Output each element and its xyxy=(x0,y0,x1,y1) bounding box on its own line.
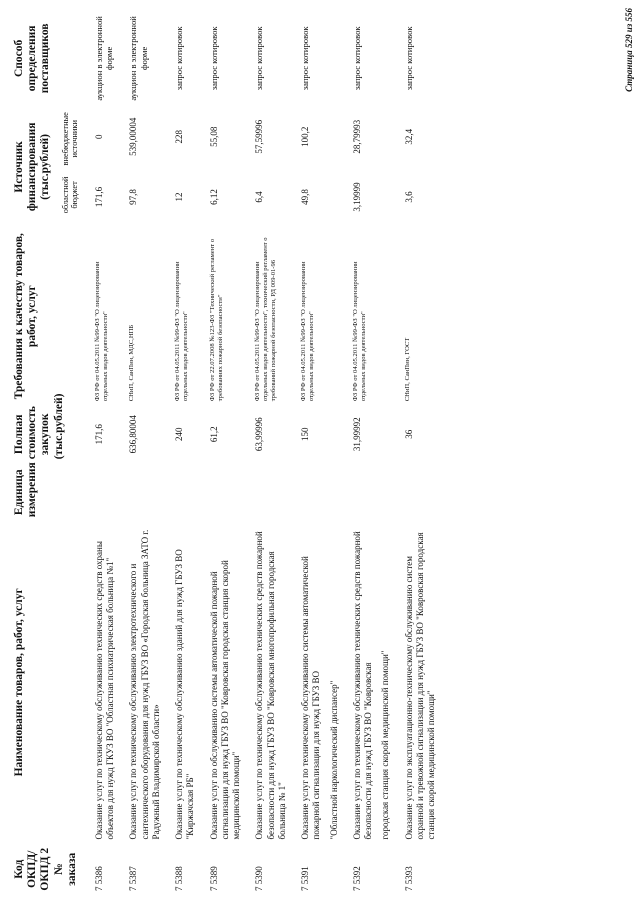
table-row xyxy=(248,10,294,895)
row-method: запрос котировок xyxy=(174,26,185,91)
row-unit xyxy=(398,463,444,521)
table-row xyxy=(168,10,203,895)
row-extra-budget: 32,4 xyxy=(403,128,414,145)
row-cost: 150 xyxy=(300,427,311,442)
row-method: запрос котировок xyxy=(403,26,414,91)
row-regional-budget: 12 xyxy=(174,192,185,202)
row-requirements: ФЗ РФ от 04.05.2011 №99-ФЗ "О лицензировании отдельных видов деятельности" xyxy=(300,261,316,402)
page-number: Страница 529 из 556 xyxy=(624,8,634,92)
row-cost: 636,80004 xyxy=(128,415,139,454)
row-regional-budget: 3,6 xyxy=(403,191,414,203)
row-name: Оказание услуг по техническому обслуживанию зданий для нужд ГБУЗ ВО "Киржачская РБ" xyxy=(174,549,196,840)
table-row xyxy=(88,10,123,895)
row-extra-budget: 539,00004 xyxy=(128,117,139,156)
row-code: 7 5387 xyxy=(128,866,139,891)
row-code: 7 5390 xyxy=(254,866,265,891)
row-method: аукцион в электронной форме xyxy=(93,16,115,101)
row-requirements: ФЗ РФ от 22.07.2008 №123-ФЗ "Технический регламент о требованиях пожарной безопасности" xyxy=(208,238,224,402)
col-name-header: Наименование товаров, работ, услуг xyxy=(13,588,25,777)
row-code: 7 5388 xyxy=(174,866,185,891)
row-code: 7 5389 xyxy=(208,866,219,891)
procurement-table xyxy=(10,10,443,895)
row-name-continuation: городская станция скорой медицинской помощи" xyxy=(380,650,391,840)
row-name: Оказание услуг по техническому обслуживанию электротехнического и сантехнического оборудования для нужд ГБУЗ ВО «Городская больница ЗАТО г. Радужный Владимирской области» xyxy=(128,529,161,840)
row-regional-budget: 6,12 xyxy=(208,189,219,205)
row-requirements: ФЗ РФ от 04.05.2011 №99-ФЗ "О лицензировании отдельных видов деятельности", технический регламент о требований пожарной безопасности, РД 009-01-96 xyxy=(254,237,278,402)
row-cost: 61,2 xyxy=(208,426,219,443)
col-financing-header xyxy=(10,107,88,227)
row-regional-budget: 6,4 xyxy=(254,191,265,203)
table-row xyxy=(398,10,444,895)
financing-title: Источник финансирования (тыс.рублей) xyxy=(13,122,52,212)
row-cost: 171,6 xyxy=(93,424,104,445)
row-extra-budget: 0 xyxy=(93,134,104,140)
row-name: Оказание услуг по техническому обслуживанию технических средств охраны объектов для нужд ГКУЗ ВО "Областная психиатрическая больница №1" xyxy=(93,541,116,840)
row-extra-budget: 57,59996 xyxy=(254,119,265,154)
financing-regional-header: областной бюджет xyxy=(60,176,80,214)
row-extra-budget: 28,79993 xyxy=(351,119,362,154)
row-regional-budget: 97,8 xyxy=(128,189,139,205)
col-requirements-header: Требования к качеству товаров, работ, услуг xyxy=(13,233,39,400)
row-name: Оказание услуг по эксплуатационно-техническому обслуживанию систем охранной и тревожной сигнализации для нужд ГБУЗ ВО "Ковровская городская станция скорой медицинской помощи" xyxy=(403,532,437,840)
row-code: 7 5386 xyxy=(93,866,104,891)
row-unit xyxy=(248,463,294,521)
row-extra-budget: 228 xyxy=(174,130,185,144)
row-name: Оказание услуг по обслуживанию системы автоматической пожарной сигнализации для нужд ГБУЗ ВО "Ковровская городская станция скорой медицинской помощи" xyxy=(208,560,242,840)
row-requirements: ФЗ РФ от 04.05.2011 №99-ФЗ "О лицензировании отдельных видов деятельности" xyxy=(351,261,367,402)
row-cost: 240 xyxy=(174,427,185,442)
row-regional-budget: 171,6 xyxy=(93,186,104,208)
row-method: запрос котировок xyxy=(208,26,219,91)
row-cost: 31,99992 xyxy=(351,417,362,452)
table-row xyxy=(203,10,249,895)
row-extra-budget: 55,08 xyxy=(208,126,219,147)
row-regional-budget: 49,8 xyxy=(300,189,311,205)
row-name xyxy=(346,521,398,843)
row-method: запрос котировок xyxy=(351,26,362,91)
row-code: 7 5392 xyxy=(351,866,362,891)
row-name-text: Оказание услуг по техническому обслуживанию системы автоматической пожарной сигнализации для нужд ГБУЗ ВО xyxy=(300,556,322,840)
row-requirements: ФЗ РФ от 04.05.2011 №99-ФЗ "О лицензировании отдельных видов деятельности" xyxy=(93,261,109,402)
table-row xyxy=(346,10,398,895)
row-regional-budget: 3,19999 xyxy=(351,182,362,212)
row-code: 7 5393 xyxy=(403,866,414,891)
table-row xyxy=(122,10,168,895)
row-method: аукцион в электронной форме xyxy=(128,16,149,101)
row-name: Оказание услуг по техническому обслуживанию технических средств пожарной безопасности для нужд ГБУЗ ВО "Ковровская многопрофильная городская больница № 1" xyxy=(254,531,287,840)
row-name-text: Оказание услуг по техническому обслуживанию технических средств пожарной безопасности для нужд ГБУЗ ВО "Ковровская xyxy=(351,531,374,840)
table-row xyxy=(294,10,346,895)
col-unit-header: Единица измерения xyxy=(13,462,39,518)
row-method: запрос котировок xyxy=(300,26,311,91)
row-name-continuation: "Областной наркологический диспансер" xyxy=(328,680,339,840)
col-cost-header: Полная стоимость закупок (тыс.рублей) xyxy=(13,393,65,460)
financing-extra-header: внебюджетные источники xyxy=(60,112,80,166)
row-unit xyxy=(122,463,168,521)
row-cost: 36 xyxy=(403,429,414,439)
row-extra-budget: 100,2 xyxy=(300,126,311,147)
row-code: 7 5391 xyxy=(300,866,311,891)
row-requirements: СНиП, СанПин, ГОСТ xyxy=(403,337,411,402)
row-requirements: ФЗ РФ от 04.05.2011 №99-ФЗ "О лицензировании отдельных видов деятельности" xyxy=(174,261,190,402)
row-unit xyxy=(88,463,123,521)
row-unit xyxy=(203,463,249,521)
col-method-header: Способ определения поставщиков xyxy=(13,23,52,94)
row-unit xyxy=(168,463,203,521)
row-requirements: СНиП, СанПин, МДС,НПБ xyxy=(128,324,136,402)
col-code-header: Код ОКПД/ ОКПД 2 № заказа xyxy=(13,847,78,891)
table-header xyxy=(10,10,88,895)
row-unit xyxy=(294,463,346,521)
row-name xyxy=(294,521,346,843)
row-unit xyxy=(346,463,398,521)
row-cost: 63,99996 xyxy=(254,417,265,452)
row-method: запрос котировок xyxy=(254,26,265,91)
